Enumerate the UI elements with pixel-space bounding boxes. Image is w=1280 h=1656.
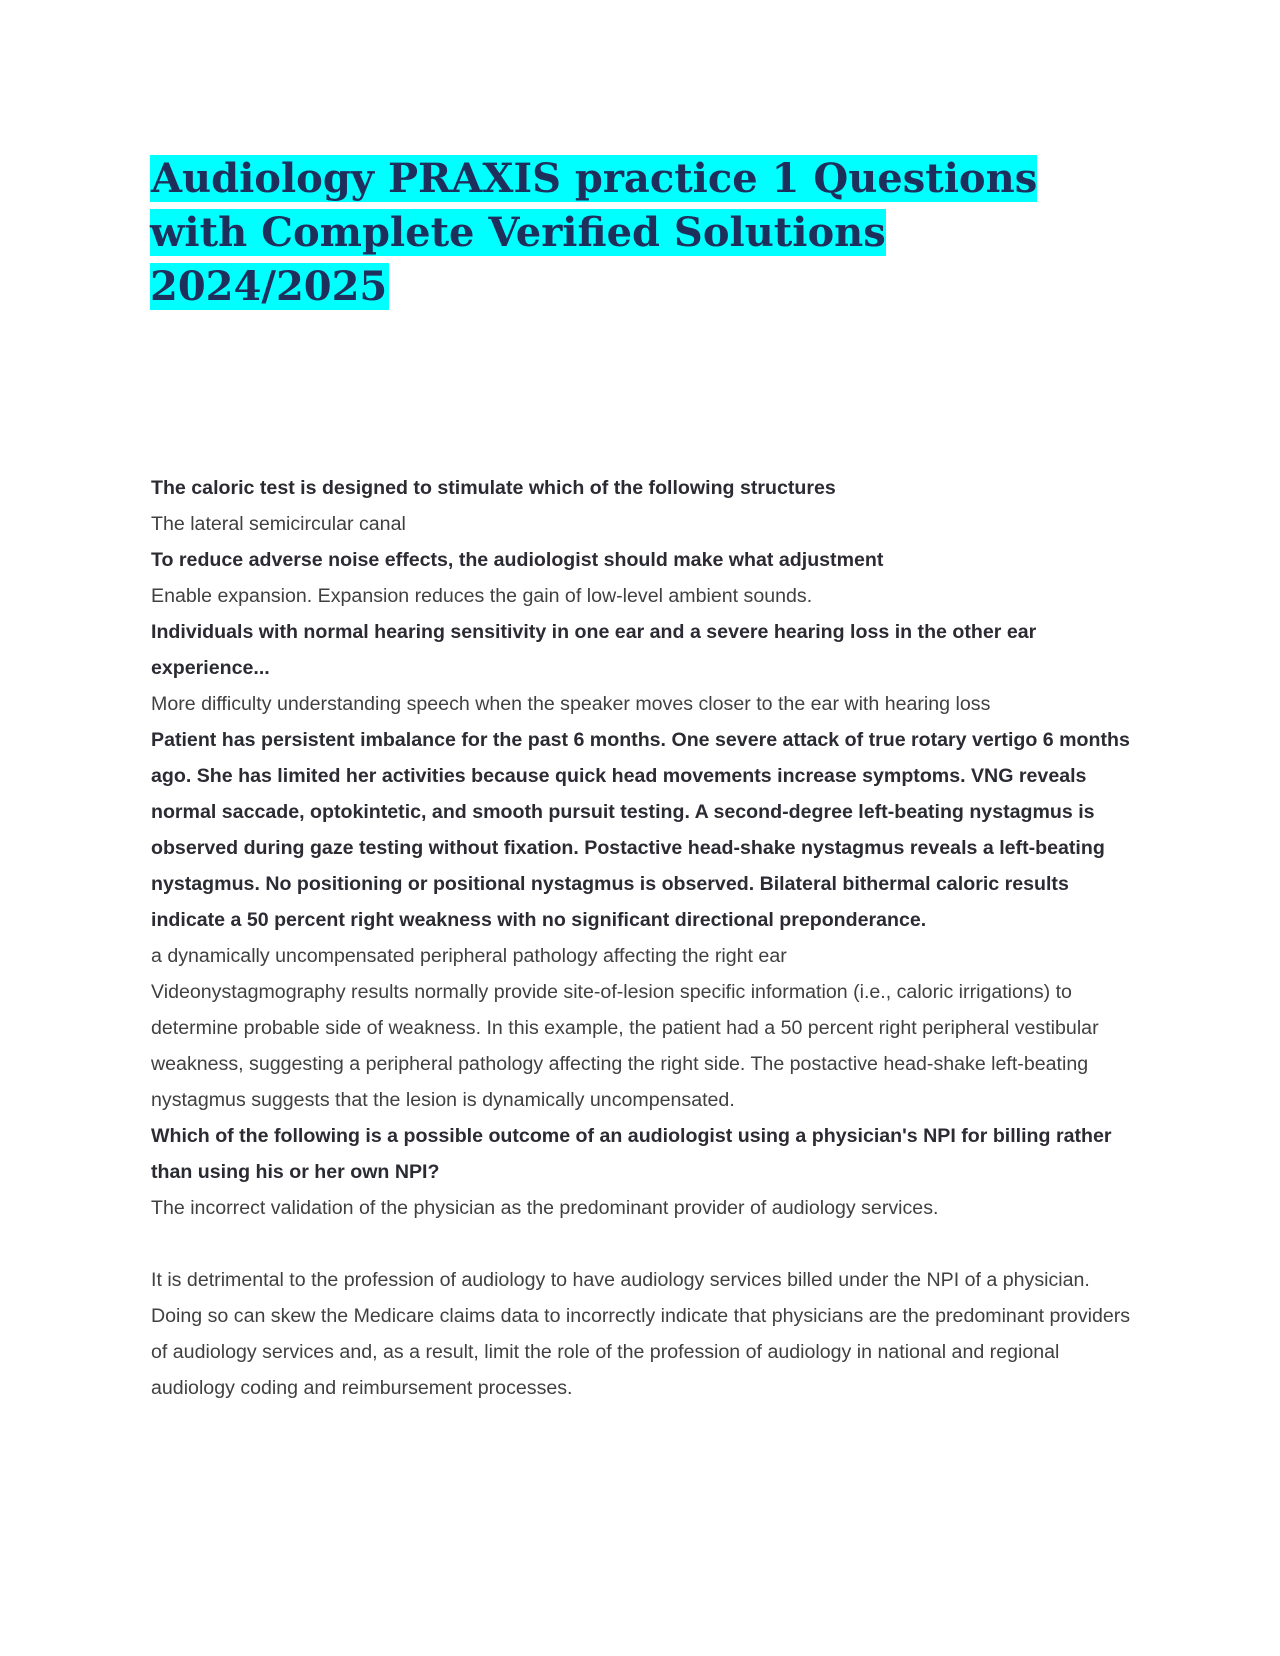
question-3: Individuals with normal hearing sensitivity in one ear and a severe hearing loss in the other ear experience...	[151, 621, 1037, 679]
paragraph-spacer	[151, 1226, 1141, 1262]
question-5: Which of the following is a possible outcome of an audiologist using a physician's NPI for billing rather than using his or her own NPI?	[151, 1125, 1112, 1183]
answer-4-explanation: Videonystagmography results normally provide site-of-lesion specific information (i.e., caloric irrigations) to determine probable side of weakness. In this example, the patient had a 50 percent right peripheral vestibular weakness, suggesting a peripheral pathology affecting the right side. The postactive head-shake left-beating nystagmus suggests that the lesion is dynamically uncompensated.	[151, 981, 1099, 1111]
question-1: The caloric test is designed to stimulate which of the following structures	[151, 477, 836, 499]
answer-5-explanation: It is detrimental to the profession of audiology to have audiology services billed under the NPI of a physician. Doing so can skew the Medicare claims data to incorrectly indicate that physicians are the predominant providers of audiology services and, as a result, limit the role of the profession of audiology in national and regional audiology coding and reimbursement processes.	[151, 1269, 1131, 1399]
document-title	[150, 152, 1110, 314]
answer-2: Enable expansion. Expansion reduces the gain of low-level ambient sounds.	[151, 585, 813, 607]
question-2: To reduce adverse noise effects, the audiologist should make what adjustment	[151, 549, 884, 571]
answer-1: The lateral semicircular canal	[151, 513, 406, 535]
answer-5: The incorrect validation of the physician as the predominant provider of audiology services.	[151, 1197, 939, 1219]
answer-3: More difficulty understanding speech when the speaker moves closer to the ear with hearing loss	[151, 693, 991, 715]
question-4: Patient has persistent imbalance for the past 6 months. One severe attack of true rotary vertigo 6 months ago. She has limited her activities because quick head movements increase symptoms. VNG reveals normal saccade, optokintetic, and smooth pursuit testing. A second-degree left-beating nystagmus is observed during gaze testing without fixation. Postactive head-shake nystagmus reveals a left-beating nystagmus. No positioning or positional nystagmus is observed. Bilateral bithermal caloric results indicate a 50 percent right weakness with no significant directional preponderance.	[151, 729, 1130, 931]
title-highlight: Audiology PRAXIS practice 1 Questions with Complete Verified Solutions 2024/2025	[150, 155, 1038, 310]
qa-content	[151, 470, 1141, 1406]
answer-4: a dynamically uncompensated peripheral pathology affecting the right ear	[151, 945, 787, 967]
